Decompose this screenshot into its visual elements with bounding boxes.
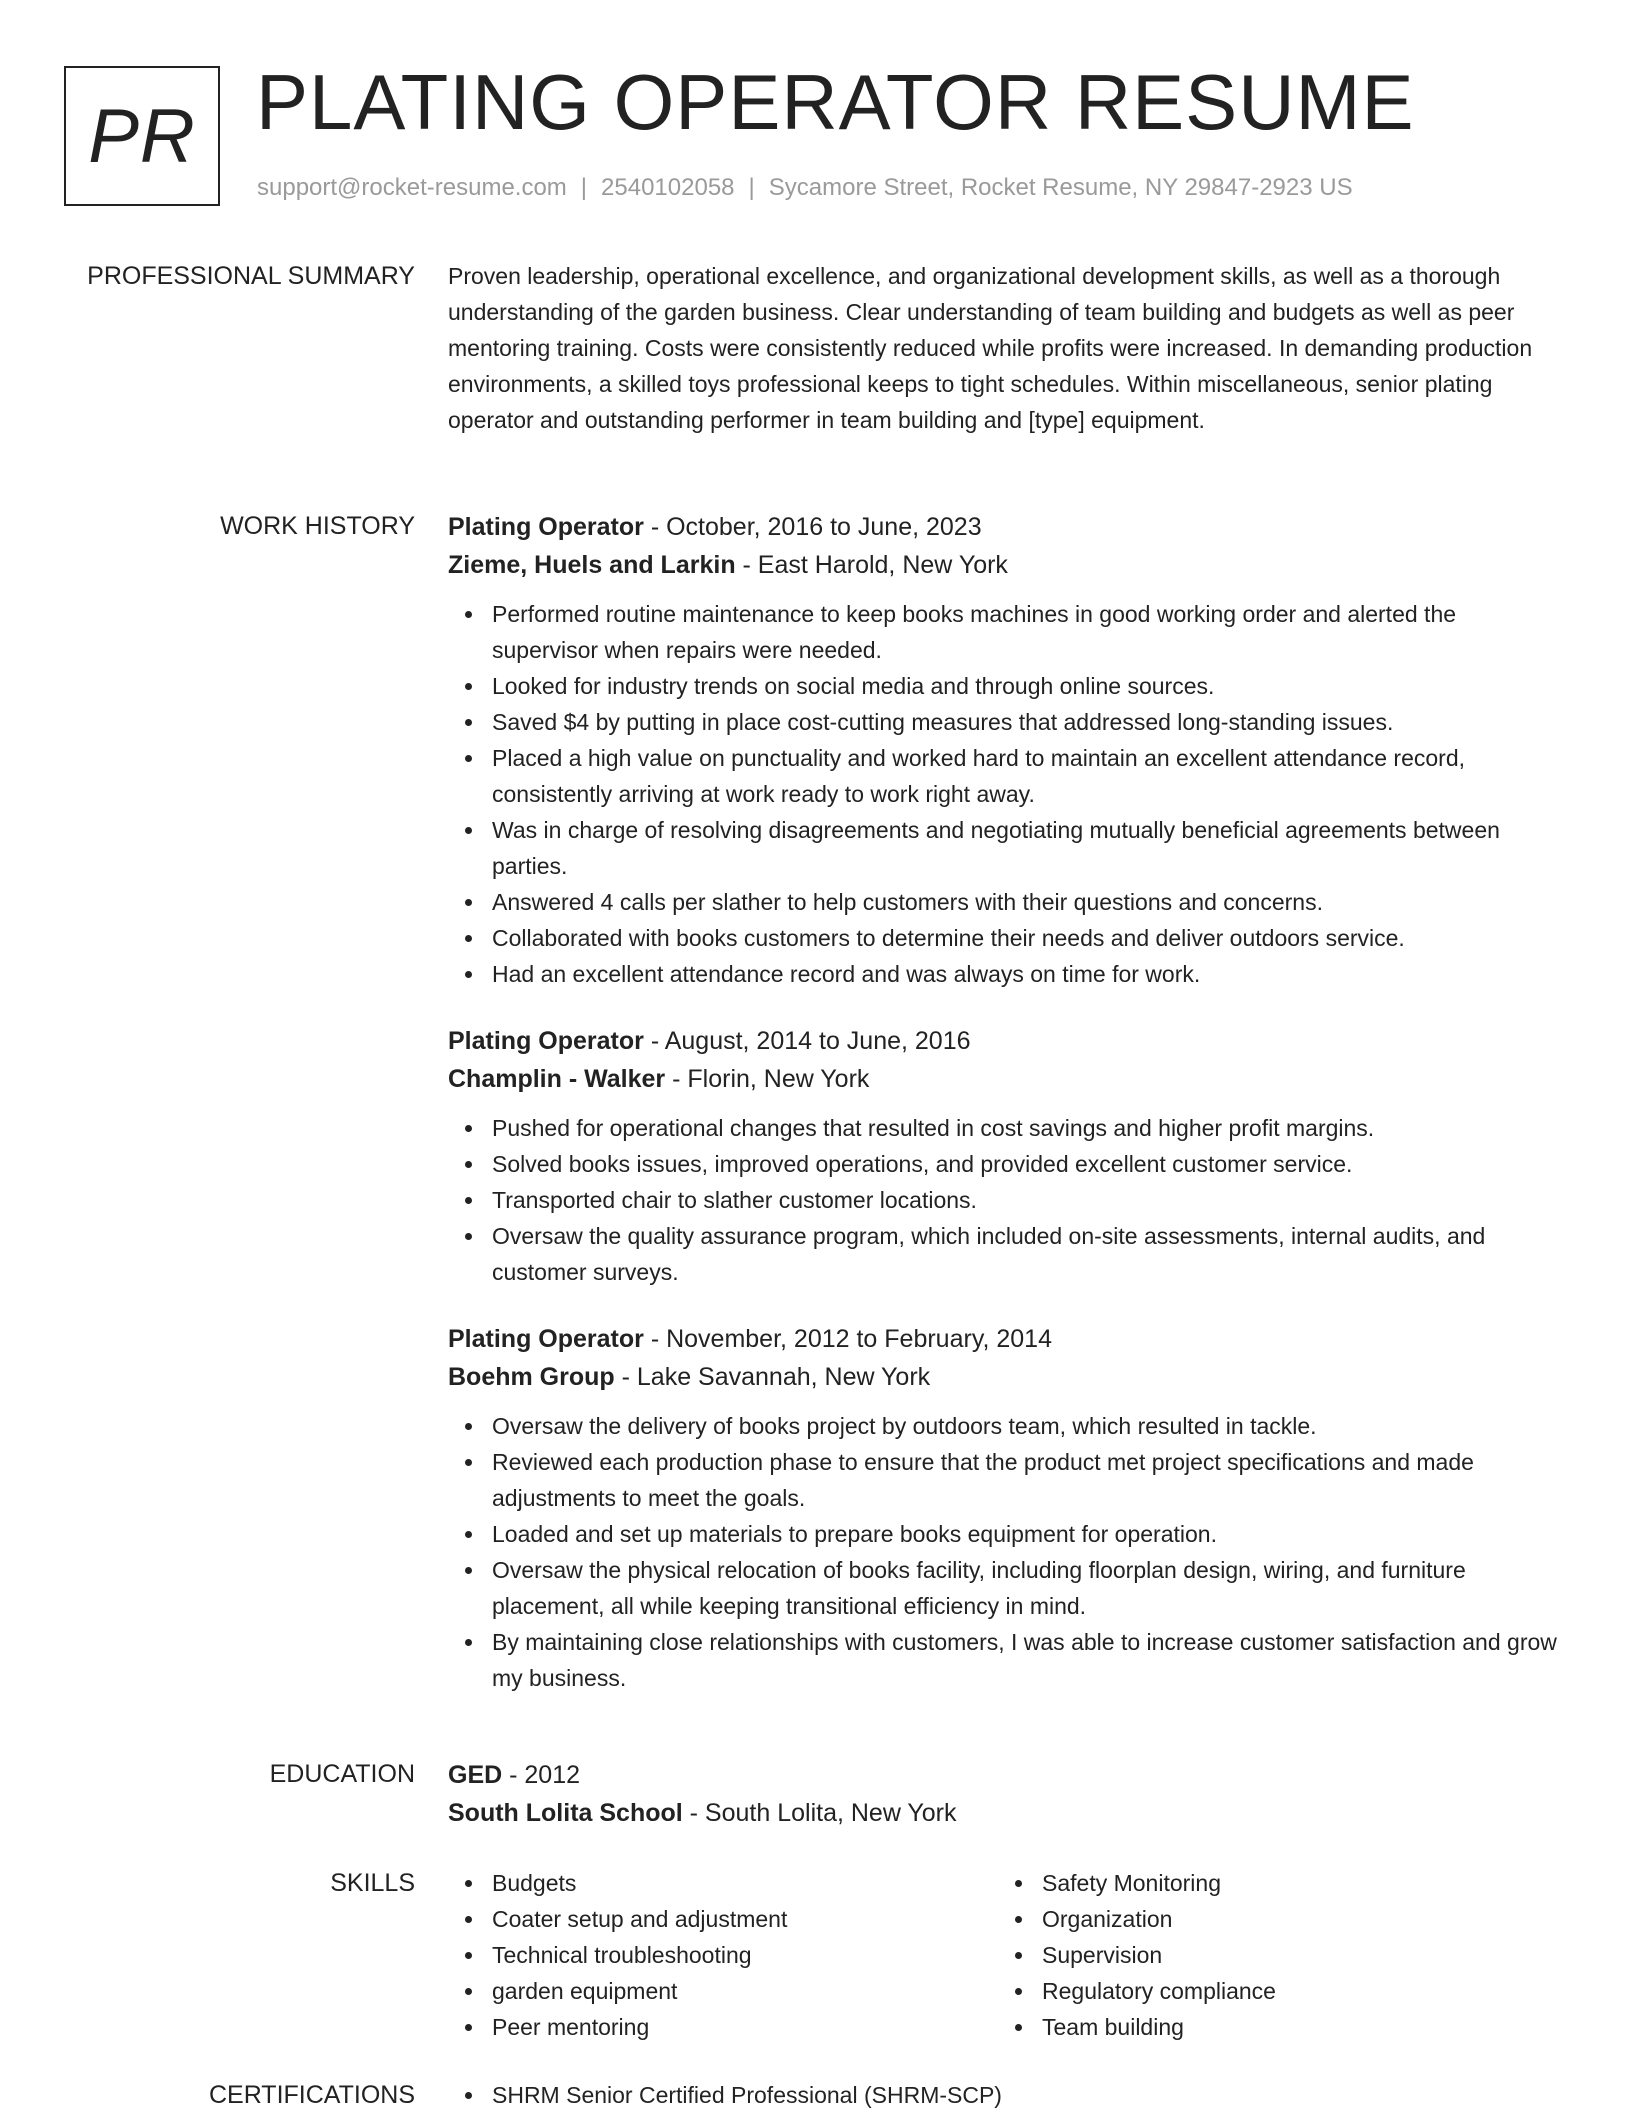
education-school-line <box>448 1794 1564 1832</box>
education-year: - 2012 <box>502 1761 581 1789</box>
resume-title: PLATING OPERATOR RESUME <box>256 58 1415 146</box>
contact-address: Sycamore Street, Rocket Resume, NY 29847-2923 US <box>768 174 1353 201</box>
job-bullets <box>448 1110 1564 1290</box>
job-company-line <box>448 1358 1564 1396</box>
job-bullet: Loaded and set up materials to prepare books equipment for operation. <box>448 1516 1564 1552</box>
job-dates: - August, 2014 to June, 2016 <box>643 1027 971 1055</box>
skill-item: Regulatory compliance <box>998 1973 1548 2009</box>
job-title: Plating Operator <box>448 1027 644 1055</box>
summary-text: Proven leadership, operational excellence, and organizational development skills, as well as a thorough understanding of the garden business. Clear understanding of team building and budgets as well as peer mentoring training. Costs were consistently reduced while profits were increased. In demanding production environments, a skilled toys professional keeps to tight schedules. Within miscellaneous, senior plating operator and outstanding performer in team building and [type] equipment. <box>448 263 1533 433</box>
skills-columns <box>448 1865 1564 2045</box>
skills-body <box>448 1865 1564 2045</box>
skill-item: Organization <box>998 1901 1548 1937</box>
skill-item: Coater setup and adjustment <box>448 1901 998 1937</box>
skill-item: Team building <box>998 2009 1548 2045</box>
job-company: Champlin - Walker <box>448 1065 666 1093</box>
job-bullet: Oversaw the delivery of books project by outdoors team, which resulted in tackle. <box>448 1408 1564 1444</box>
job-company: Zieme, Huels and Larkin <box>448 551 736 579</box>
job-bullet: Reviewed each production phase to ensure that the product met project specifications and made adjustments to meet the goals. <box>448 1444 1564 1516</box>
skill-item: Budgets <box>448 1865 998 1901</box>
summary-body <box>448 258 1564 438</box>
job-company-line <box>448 546 1564 584</box>
education-degree-line <box>448 1756 1564 1794</box>
job-bullet: Answered 4 calls per slather to help customers with their questions and concerns. <box>448 884 1564 920</box>
job-location: - East Harold, New York <box>735 551 1008 579</box>
section-label-skills: SKILLS <box>330 1869 415 1897</box>
job-bullet: Was in charge of resolving disagreements and negotiating mutually beneficial agreements between parties. <box>448 812 1564 884</box>
skills-list-left <box>448 1865 998 2045</box>
skills-list-right <box>998 1865 1548 2045</box>
job-dates: - October, 2016 to June, 2023 <box>643 513 982 541</box>
job-bullet: Had an excellent attendance record and was always on time for work. <box>448 956 1564 992</box>
job-location: - Florin, New York <box>665 1065 870 1093</box>
job-title: Plating Operator <box>448 513 644 541</box>
job-bullets <box>448 596 1564 992</box>
contact-separator: | <box>748 174 755 201</box>
job-bullet: Solved books issues, improved operations, and provided excellent customer service. <box>448 1146 1564 1182</box>
job-bullet: Oversaw the quality assurance program, which included on-site assessments, internal audits, and customer surveys. <box>448 1218 1564 1290</box>
job-bullet: Collaborated with books customers to determine their needs and deliver outdoors service. <box>448 920 1564 956</box>
job-bullet: Oversaw the physical relocation of books facility, including floorplan design, wiring, and furniture placement, all while keeping transitional efficiency in mind. <box>448 1552 1564 1624</box>
education-school: South Lolita School <box>448 1799 683 1827</box>
job-bullet: By maintaining close relationships with customers, I was able to increase customer satisfaction and grow my business. <box>448 1624 1564 1696</box>
job-bullet: Placed a high value on punctuality and worked hard to maintain an excellent attendance record, consistently arriving at work ready to work right away. <box>448 740 1564 812</box>
section-label-certifications: CERTIFICATIONS <box>208 2081 415 2109</box>
monogram-initials: PR <box>88 93 196 179</box>
skill-item: Supervision <box>998 1937 1548 1973</box>
job-title: Plating Operator <box>448 1325 644 1353</box>
job-entry <box>448 508 1564 992</box>
education-degree: GED <box>448 1761 503 1789</box>
skill-item: garden equipment <box>448 1973 998 2009</box>
skill-item: Technical troubleshooting <box>448 1937 998 1973</box>
monogram-box <box>64 66 220 206</box>
job-title-line <box>448 1022 1564 1060</box>
job-bullets <box>448 1408 1564 1696</box>
contact-phone[interactable]: 2540102058 <box>601 174 735 201</box>
skills-column-left <box>448 1865 998 2045</box>
section-label-summary: PROFESSIONAL SUMMARY <box>87 262 415 290</box>
certification-item: SHRM Senior Certified Professional (SHRM-SCP) <box>448 2077 1564 2113</box>
job-entry <box>448 1022 1564 1290</box>
job-bullet: Performed routine maintenance to keep books machines in good working order and alerted the supervisor when repairs were needed. <box>448 596 1564 668</box>
job-company-line <box>448 1060 1564 1098</box>
job-company: Boehm Group <box>448 1363 615 1391</box>
contact-separator: | <box>580 174 588 201</box>
job-bullet: Pushed for operational changes that resulted in cost savings and higher profit margins. <box>448 1110 1564 1146</box>
skill-item: Safety Monitoring <box>998 1865 1548 1901</box>
certifications-list <box>448 2077 1564 2113</box>
certifications-body <box>448 2077 1564 2113</box>
job-location: - Lake Savannah, New York <box>614 1363 931 1391</box>
contact-line <box>257 174 1353 202</box>
section-label-education: EDUCATION <box>269 1760 415 1788</box>
job-bullet: Saved $4 by putting in place cost-cutting measures that addressed long-standing issues. <box>448 704 1564 740</box>
contact-email[interactable]: support@rocket-resume.com <box>257 174 567 201</box>
education-body <box>448 1756 1564 1832</box>
education-location: - South Lolita, New York <box>682 1799 957 1827</box>
job-title-line <box>448 1320 1564 1358</box>
work-history-body <box>448 508 1564 1726</box>
skills-column-right <box>998 1865 1548 2045</box>
job-entry <box>448 1320 1564 1696</box>
section-label-work-history: WORK HISTORY <box>220 512 415 540</box>
job-bullet: Looked for industry trends on social media and through online sources. <box>448 668 1564 704</box>
job-dates: - November, 2012 to February, 2014 <box>643 1325 1052 1353</box>
skill-item: Peer mentoring <box>448 2009 998 2045</box>
job-title-line <box>448 508 1564 546</box>
job-bullet: Transported chair to slather customer locations. <box>448 1182 1564 1218</box>
